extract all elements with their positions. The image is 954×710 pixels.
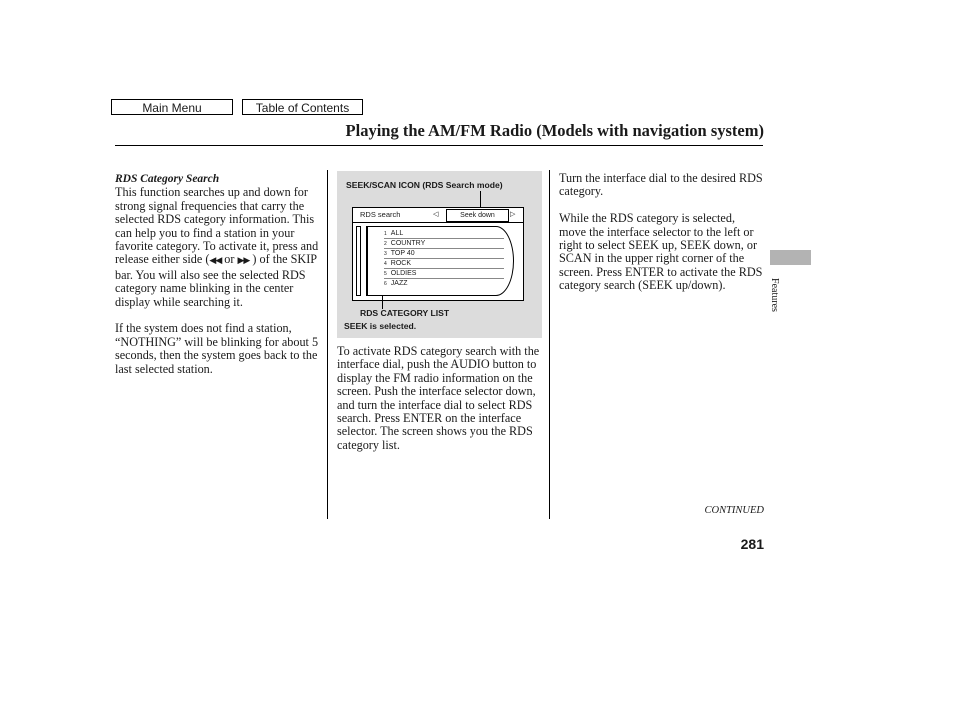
screen-title: RDS search bbox=[360, 210, 401, 219]
category-row bbox=[384, 269, 416, 278]
category-row bbox=[384, 279, 408, 288]
page-number: 281 bbox=[740, 536, 764, 552]
left-triangle-icon: ◁ bbox=[433, 211, 439, 218]
column-divider bbox=[549, 170, 550, 519]
seek-down-box: Seek down bbox=[446, 209, 509, 222]
category-list-panel bbox=[366, 226, 514, 296]
rds-search-screen bbox=[352, 207, 524, 301]
category-name: OLDIES bbox=[390, 270, 417, 277]
title-rule bbox=[115, 145, 763, 146]
category-number: 1 bbox=[384, 231, 387, 237]
figure-caption-seek-selected: SEEK is selected. bbox=[344, 321, 417, 331]
column-divider bbox=[327, 170, 328, 519]
subheading: RDS Category Search bbox=[115, 173, 220, 185]
figure-caption-category-list: RDS CATEGORY LIST bbox=[360, 308, 450, 318]
paragraph: To activate RDS category search with the interface dial, push the AUDIO button to display the FM radio information on the screen. Push the interface selector down, and turn the interface dial to select RDS search. Press ENTER on the interface selector. The screen shows you the RDS category list. bbox=[337, 344, 540, 452]
category-name: COUNTRY bbox=[390, 240, 426, 247]
paragraph: Turn the interface dial to the desired RDS category. bbox=[559, 171, 763, 199]
category-number: 4 bbox=[384, 261, 387, 267]
category-name: ALL bbox=[390, 230, 404, 237]
category-row bbox=[384, 239, 425, 248]
paragraph: While the RDS category is selected, move the interface selector to the left or right to select SEEK up, SEEK down, or SCAN in the upper right corner of the screen. Press ENTER to activate the RDS category search (SEEK up/down). bbox=[559, 211, 763, 293]
continued-label: CONTINUED bbox=[704, 505, 764, 516]
column-left bbox=[115, 173, 323, 376]
column-middle bbox=[337, 345, 543, 452]
skip-back-icon: ◀◀ bbox=[209, 256, 222, 267]
paragraph: If the system does not find a station, “NOTHING” will be blinking for about 5 seconds, then the system goes back to the last selected station. bbox=[115, 321, 319, 376]
section-label: Features bbox=[769, 278, 780, 312]
paragraph-text: ) of the SKIP bar. You will also see the selected RDS category name blinking in the center display while searching it. bbox=[115, 252, 317, 309]
category-name: ROCK bbox=[390, 260, 412, 267]
category-number: 2 bbox=[384, 241, 387, 247]
table-of-contents-button[interactable]: Table of Contents bbox=[242, 99, 363, 115]
paragraph bbox=[115, 186, 323, 309]
skip-forward-icon: ▶▶ bbox=[237, 256, 250, 267]
paragraph-text: This function searches up and down for strong signal frequencies that carry the selected RDS category information. This can help you to find a station in your favorite category. To activate it, press and release either side ( bbox=[115, 185, 319, 267]
category-number: 5 bbox=[384, 271, 387, 277]
figure-caption-seek-icon: SEEK/SCAN ICON (RDS Search mode) bbox=[346, 180, 503, 190]
right-triangle-icon: ▷ bbox=[510, 211, 516, 218]
category-row bbox=[384, 249, 415, 258]
screen-divider bbox=[353, 222, 523, 223]
category-name: JAZZ bbox=[390, 280, 408, 287]
main-menu-button[interactable]: Main Menu bbox=[111, 99, 233, 115]
category-number: 3 bbox=[384, 251, 387, 257]
rds-screen-figure bbox=[337, 171, 542, 338]
section-tab bbox=[770, 250, 811, 265]
category-name: TOP 40 bbox=[390, 250, 415, 257]
column-right bbox=[559, 172, 765, 293]
page-title: Playing the AM/FM Radio (Models with navigation system) bbox=[345, 121, 764, 140]
category-row bbox=[384, 229, 403, 238]
or-text: or bbox=[224, 252, 235, 267]
category-row bbox=[384, 259, 411, 268]
scrollbar bbox=[356, 226, 361, 296]
category-number: 6 bbox=[384, 281, 387, 287]
